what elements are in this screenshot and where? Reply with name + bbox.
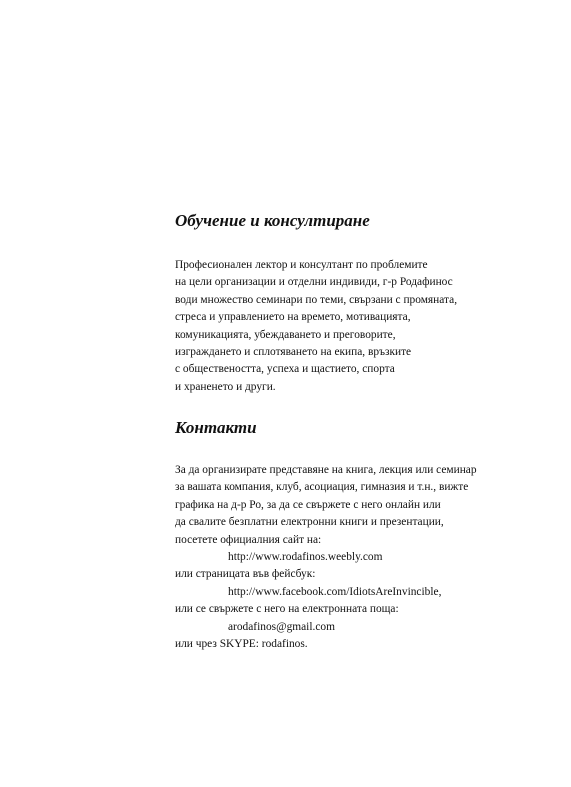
training-heading: Обучение и консултиране bbox=[175, 211, 370, 230]
facebook-intro: или страницата във фейсбук: bbox=[175, 568, 316, 581]
website-link[interactable]: http://www.rodafinos.weebly.com bbox=[228, 551, 383, 564]
text-line: за вашата компания, клуб, асоциация, гимназия и т.н., вижте bbox=[175, 481, 469, 494]
facebook-link[interactable]: http://www.facebook.com/IdiotsAreInvincible, bbox=[228, 585, 442, 598]
email-link[interactable]: arodafinos@gmail.com bbox=[228, 620, 335, 633]
email-intro: или се свържете с него на електронната поща: bbox=[175, 603, 399, 616]
text-line: стреса и управлението на времето, мотивацията, bbox=[175, 311, 411, 324]
text-line: изграждането и сплотяването на екипа, връзките bbox=[175, 346, 412, 359]
skype-contact: или чрез SKYPE: rodafinos. bbox=[175, 638, 308, 651]
text-line: да свалите безплатни електронни книги и презентации, bbox=[175, 516, 444, 529]
text-line: За да организирате представяне на книга, лекция или семинар bbox=[175, 464, 477, 476]
text-line: комуникацията, убеждаването и преговорите, bbox=[175, 328, 396, 341]
text-line: и храненето и други. bbox=[175, 380, 276, 393]
training-section bbox=[175, 210, 515, 396]
text-line: Професионален лектор и консултант по проблемите bbox=[175, 259, 428, 271]
text-line: води множество семинари по теми, свързани с промяната, bbox=[175, 293, 458, 306]
text-line: посетете официалния сайт на: bbox=[175, 533, 322, 546]
contacts-heading: Контакти bbox=[175, 418, 257, 437]
contacts-paragraph bbox=[175, 462, 515, 653]
contacts-section bbox=[175, 417, 515, 653]
text-line: с обществеността, успеха и щастието, спорта bbox=[175, 363, 395, 376]
training-paragraph bbox=[175, 257, 515, 396]
text-line: на цели организации и отделни индивиди, г-р Родафинос bbox=[175, 276, 453, 289]
text-line: графика на д-р Ро, за да се свържете с него онлайн или bbox=[175, 498, 441, 511]
